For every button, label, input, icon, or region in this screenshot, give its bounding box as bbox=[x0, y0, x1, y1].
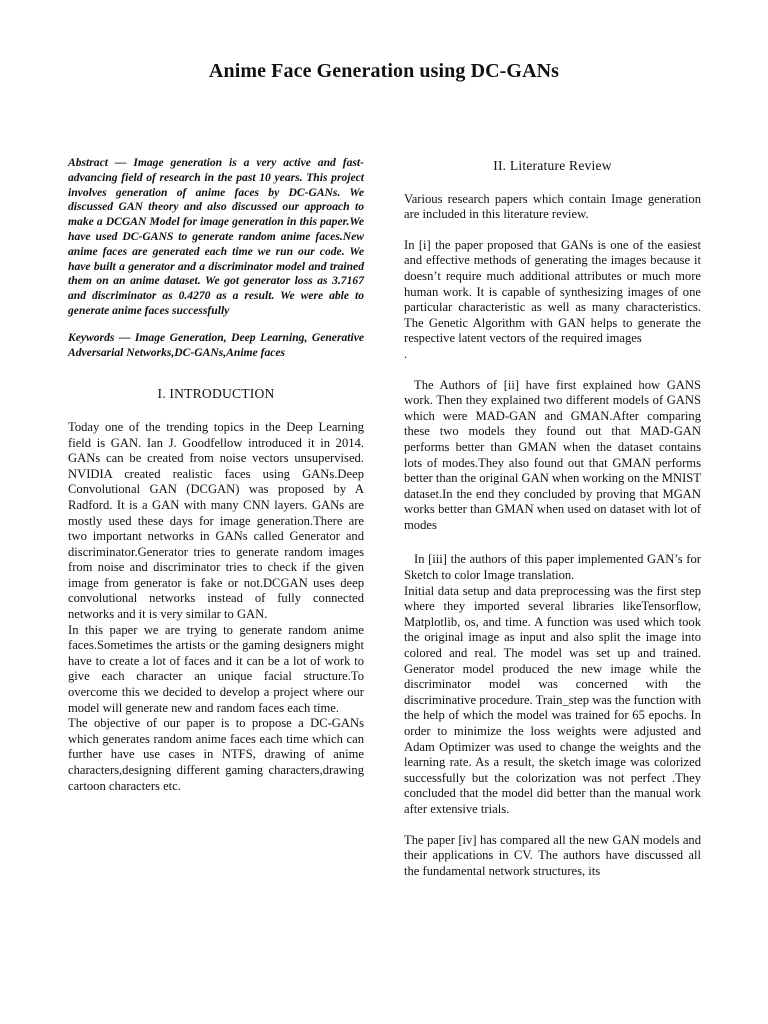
right-column bbox=[404, 158, 701, 879]
literature-paragraph-1: Various research papers which contain Image generation are included in this literature review. bbox=[404, 191, 701, 222]
left-column bbox=[68, 156, 364, 794]
literature-paragraph-5: Initial data setup and data preprocessing was the first step where they imported several libraries likeTensorflow, Matplotlib, os, and time. A function was used which took the original image as input and also split the image into colored and real. The model was set up and trained. Generator model produced the new image while the discriminator model was concerned with the discriminative procedure. Train_step was the function with the help of which the model was trained for 65 epochs. In order to minimize the loss weights were adjusted and Adam Optimizer was used to change the weights and the learning rate. As a result, the sketch image was colorized successfully but the colorization was not perfect .They concluded that the model did better than the manual work after extensive trials. bbox=[404, 583, 701, 816]
keywords-text: Keywords — Image Generation, Deep Learning, Generative Adversarial Networks,DC-GANs,Anime faces bbox=[68, 330, 364, 359]
literature-paragraph-4: In [iii] the authors of this paper implemented GAN’s for Sketch to color Image translation. bbox=[404, 552, 701, 583]
introduction-heading: I. INTRODUCTION bbox=[157, 386, 275, 402]
intro-paragraph-1: Today one of the trending topics in the Deep Learning field is GAN. Ian J. Goodfellow introduced it in 2014. GANs can be created from noise vectors unsupervised. NVIDIA created realistic faces using GANs.Deep Convolutional GAN (DCGAN) was proposed by A Radford. It is a GAN with many CNN layers. GANs are mostly used these days for image generation.There are two important networks in GANs called Generator and discriminator.Generator tries to generate random images from noise and discriminator tries to check if the given image from generator is fake or not.DCGAN uses deep convolutional networks instead of fully connected networks and it is very similar to GAN. bbox=[68, 419, 364, 622]
intro-paragraph-3: The objective of our paper is to propose a DC-GANs which generates random anime faces each time which can further have use cases in NTFS, drawing of anime characters,designing different gaming characters,drawing cartoon characters etc. bbox=[68, 716, 364, 793]
literature-paragraph-3: The Authors of [ii] have first explained how GANS work. Then they explained two different models of GANS which were MAD-GAN and GMAN.After comparing these two models they found out that MAD-GAN performs better than GMAN when the dataset contains lots of modes.They also found out that GMAN performs better than the original GAN when working on the MNIST dataset.In the end they concluded by proving that MGAN works better than GMAN when used on dataset with lot of modes bbox=[404, 377, 701, 532]
literature-paragraph-2: In [i] the paper proposed that GANs is one of the easiest and effective methods of generating the images because it doesn’t require much additional attributes or much more human work. It is capable of synthesizing images of one particular characteristic as well as many characteristics. The Genetic Algorithm with GAN helps to generate the respective latent vectors of the required images bbox=[404, 237, 701, 346]
paper-title: Anime Face Generation using DC-GANs bbox=[208, 60, 560, 82]
intro-paragraph-2: In this paper we are trying to generate random anime faces.Sometimes the artists or the gaming designers might have to create a lot of faces and it can be a lot of work to give each character an unique facial structure.To overcome this we decided to develop a project where our model will generate new and random faces each time. bbox=[68, 622, 364, 715]
literature-review-heading: II. Literature Review bbox=[493, 158, 612, 173]
literature-paragraph-6: The paper [iv] has compared all the new GAN models and their applications in CV. The authors have discussed all the fundamental network structures, its bbox=[404, 832, 701, 878]
literature-paragraph-2-dot: . bbox=[404, 346, 408, 361]
abstract-text: Abstract — Image generation is a very active and fast-advancing field of research in the past 10 years. This project involves generation of anime faces by DC-GANs. We discussed GAN theory and also discussed our approach to make a DCGAN Model for image generation in this paper.We have used DC-GANS to generate random anime faces.New anime faces are generated each time we run our code. We have built a generator and a discriminator model and trained them on an anime dataset. We got generator loss as 3.7167 and discriminator as 0.4270 as a result. We were able to generate anime faces successfully bbox=[68, 156, 364, 317]
